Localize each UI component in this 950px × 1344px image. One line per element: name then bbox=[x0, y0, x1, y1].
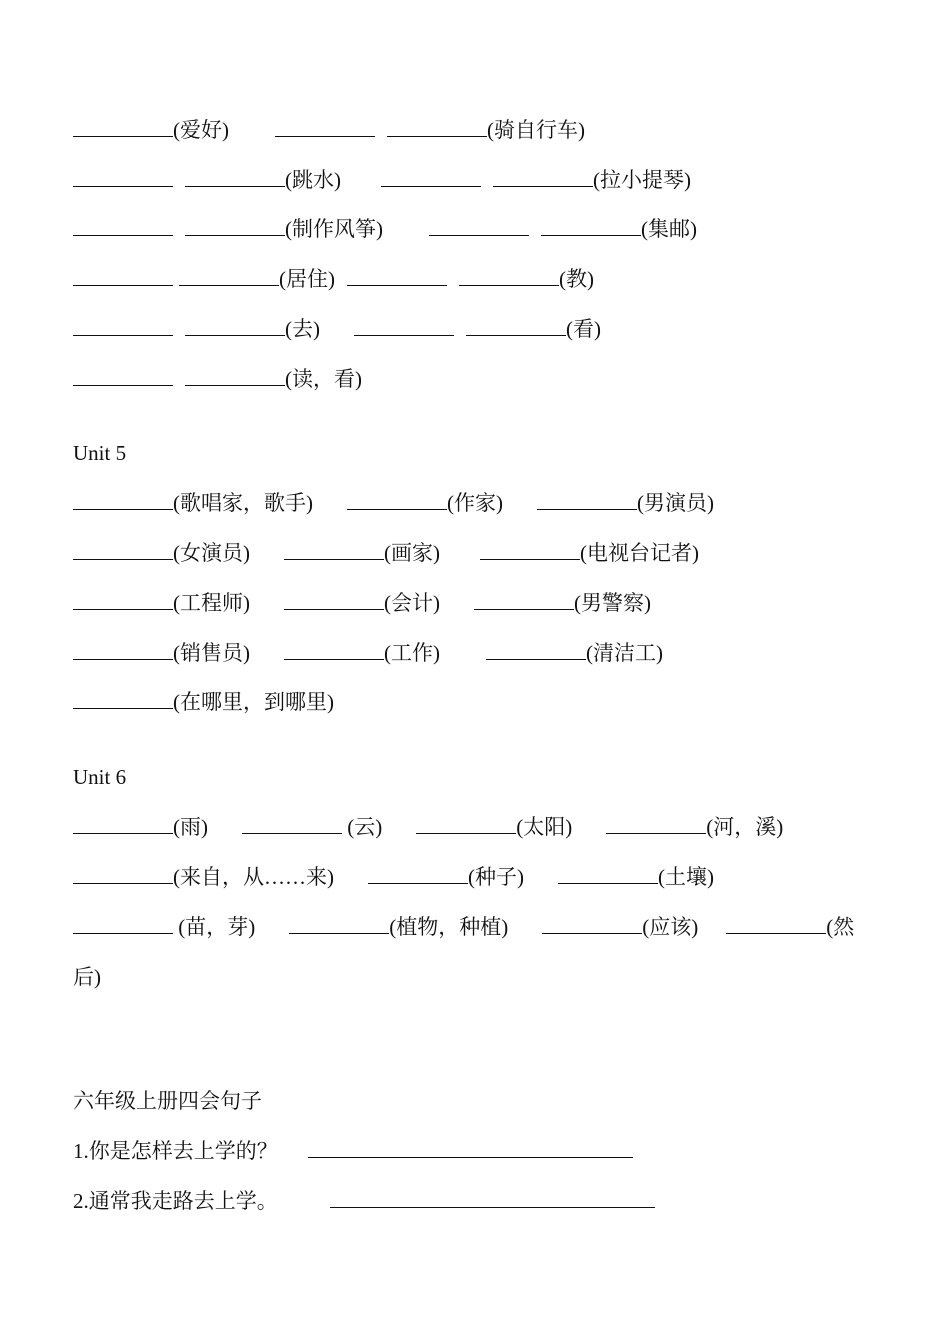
vocab-line-4 bbox=[73, 266, 594, 292]
hint-text: (然 bbox=[826, 915, 855, 939]
unit5-heading: Unit 5 bbox=[73, 441, 127, 465]
unit6-line-3-wrap: 后) bbox=[73, 965, 101, 989]
sentence-text: 1.你是怎样去上学的？ bbox=[73, 1139, 278, 1163]
hint-text: (读，看) bbox=[285, 367, 362, 391]
hint-text: (教) bbox=[559, 267, 594, 291]
answer-blank[interactable] bbox=[73, 641, 173, 660]
hint-text: (画家) bbox=[384, 541, 440, 565]
answer-blank[interactable] bbox=[537, 491, 637, 510]
answer-blank[interactable] bbox=[459, 267, 559, 286]
unit5-line-5 bbox=[73, 689, 334, 715]
hint-text: (去) bbox=[285, 317, 320, 341]
answer-blank[interactable] bbox=[179, 267, 279, 286]
answer-blank[interactable] bbox=[381, 168, 481, 187]
hint-text: (应该) bbox=[642, 915, 699, 939]
answer-blank[interactable] bbox=[242, 815, 342, 834]
hint-text: (太阳) bbox=[516, 815, 573, 839]
answer-blank[interactable] bbox=[429, 217, 529, 236]
hint-text: (女演员) bbox=[173, 541, 250, 565]
hint-text: (植物，种植) bbox=[389, 915, 509, 939]
answer-blank[interactable] bbox=[416, 815, 516, 834]
answer-blank[interactable] bbox=[368, 865, 468, 884]
hint-text: (工作) bbox=[384, 641, 440, 665]
answer-blank[interactable] bbox=[347, 267, 447, 286]
hint-text: (会计) bbox=[384, 591, 440, 615]
answer-blank[interactable] bbox=[541, 217, 641, 236]
answer-blank[interactable] bbox=[73, 118, 173, 137]
unit6-line-1 bbox=[73, 814, 783, 840]
hint-text: (拉小提琴) bbox=[593, 168, 691, 192]
hint-text: (歌唱家，歌手) bbox=[173, 491, 313, 515]
answer-blank[interactable] bbox=[347, 491, 447, 510]
hint-text: (云) bbox=[342, 815, 383, 839]
sentence-text: 2.通常我走路去上学。 bbox=[73, 1189, 278, 1213]
answer-blank[interactable] bbox=[185, 367, 285, 386]
answer-blank[interactable] bbox=[354, 317, 454, 336]
hint-text: (种子) bbox=[468, 865, 524, 889]
hint-text: (工程师) bbox=[173, 591, 250, 615]
hint-text: (电视台记者) bbox=[580, 541, 699, 565]
vocab-line-6 bbox=[73, 366, 362, 392]
sentences-title: 六年级上册四会句子 bbox=[73, 1089, 262, 1113]
hint-text: (作家) bbox=[447, 491, 503, 515]
answer-blank[interactable] bbox=[284, 591, 384, 610]
answer-blank[interactable] bbox=[185, 168, 285, 187]
hint-text: (看) bbox=[566, 317, 601, 341]
answer-blank[interactable] bbox=[73, 591, 173, 610]
answer-blank[interactable] bbox=[558, 865, 658, 884]
sentence-answer-blank[interactable] bbox=[308, 1139, 633, 1158]
answer-blank[interactable] bbox=[275, 118, 375, 137]
answer-blank[interactable] bbox=[73, 217, 173, 236]
unit6-line-2 bbox=[73, 864, 714, 890]
hint-text: (跳水) bbox=[285, 168, 341, 192]
answer-blank[interactable] bbox=[73, 267, 173, 286]
unit5-line-1 bbox=[73, 490, 714, 516]
unit5-line-2 bbox=[73, 540, 699, 566]
hint-text: (爱好) bbox=[173, 118, 229, 142]
answer-blank[interactable] bbox=[73, 541, 173, 560]
answer-blank[interactable] bbox=[73, 815, 173, 834]
answer-blank[interactable] bbox=[73, 690, 173, 709]
hint-text: (居住) bbox=[279, 267, 335, 291]
hint-text: (集邮) bbox=[641, 217, 697, 241]
hint-text: (男演员) bbox=[637, 491, 714, 515]
unit6-line-3 bbox=[73, 914, 854, 940]
hint-text: (男警察) bbox=[574, 591, 651, 615]
answer-blank[interactable] bbox=[542, 915, 642, 934]
unit5-line-4 bbox=[73, 640, 663, 666]
answer-blank[interactable] bbox=[185, 317, 285, 336]
vocab-line-2 bbox=[73, 167, 691, 193]
hint-text: (雨) bbox=[173, 815, 208, 839]
answer-blank[interactable] bbox=[73, 317, 173, 336]
answer-blank[interactable] bbox=[493, 168, 593, 187]
answer-blank[interactable] bbox=[73, 168, 173, 187]
answer-blank[interactable] bbox=[486, 641, 586, 660]
vocab-line-5 bbox=[73, 316, 601, 342]
answer-blank[interactable] bbox=[73, 491, 173, 510]
vocab-line-3 bbox=[73, 216, 697, 242]
answer-blank[interactable] bbox=[606, 815, 706, 834]
answer-blank[interactable] bbox=[480, 541, 580, 560]
answer-blank[interactable] bbox=[284, 641, 384, 660]
hint-text: (骑自行车) bbox=[487, 118, 585, 142]
answer-blank[interactable] bbox=[726, 915, 826, 934]
answer-blank[interactable] bbox=[73, 367, 173, 386]
unit5-line-3 bbox=[73, 590, 651, 616]
unit6-heading: Unit 6 bbox=[73, 765, 127, 789]
hint-text: (土壤) bbox=[658, 865, 714, 889]
answer-blank[interactable] bbox=[289, 915, 389, 934]
hint-text: (苗，芽) bbox=[173, 915, 256, 939]
answer-blank[interactable] bbox=[284, 541, 384, 560]
hint-text: (清洁工) bbox=[586, 641, 663, 665]
hint-text: (来自，从……来) bbox=[173, 865, 334, 889]
answer-blank[interactable] bbox=[474, 591, 574, 610]
hint-text: (制作风筝) bbox=[285, 217, 383, 241]
hint-text: (在哪里，到哪里) bbox=[173, 690, 334, 714]
hint-text: (河，溪) bbox=[706, 815, 784, 839]
answer-blank[interactable] bbox=[466, 317, 566, 336]
sentence-1 bbox=[73, 1138, 633, 1164]
answer-blank[interactable] bbox=[73, 865, 173, 884]
sentence-2 bbox=[73, 1188, 655, 1214]
hint-text: (销售员) bbox=[173, 641, 250, 665]
answer-blank[interactable] bbox=[185, 217, 285, 236]
answer-blank[interactable] bbox=[387, 118, 487, 137]
vocab-line-1 bbox=[73, 117, 585, 143]
sentence-answer-blank[interactable] bbox=[330, 1189, 655, 1208]
answer-blank[interactable] bbox=[73, 915, 173, 934]
